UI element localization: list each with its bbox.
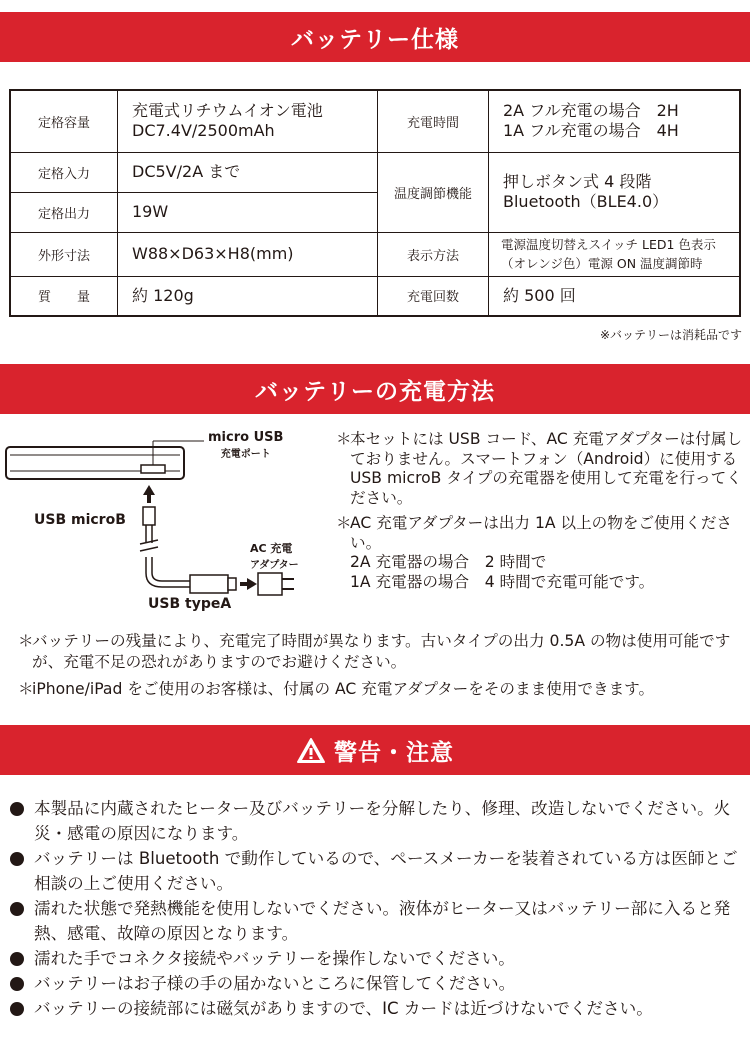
bullet-icon (10, 802, 24, 816)
arrow-up-icon (143, 485, 155, 503)
spec-label-weight: 質 量 (10, 276, 118, 316)
arrow-right-icon (240, 578, 257, 590)
warning-triangle-icon (296, 737, 326, 764)
spec-label-charge-time: 充電時間 (378, 90, 489, 152)
usb-cable (146, 525, 190, 587)
usb-typea-plug (190, 575, 228, 593)
warning-item: 本製品に内蔵されたヒーター及びバッテリーを分解したり、修理、改造しないでください。火災・感電の原因になります。 (10, 796, 748, 846)
charging-heading-banner (0, 364, 750, 414)
spec-value-temp: 押しボタン式 4 段階 Bluetooth（BLE4.0） (489, 152, 741, 232)
diagram-label-port: micro USB 充電ポート (208, 430, 284, 460)
warning-item: バッテリーの接続部には磁気がありますので、IC カードは近づけないでください。 (10, 996, 748, 1021)
warning-list (10, 796, 748, 1021)
warning-heading-banner (0, 725, 750, 775)
charging-heading: バッテリーの充電方法 (255, 378, 495, 405)
spec-heading-banner (0, 12, 750, 62)
spec-label-temp: 温度調節機能 (378, 152, 489, 232)
spec-label-cycles: 充電回数 (378, 276, 489, 316)
bullet-icon (10, 1002, 24, 1016)
charging-note: ＊ iPhone/iPad をご使用のお客様は、付属の AC 充電アダプターをそのまま使用できます。 (18, 680, 655, 698)
diagram-label-adapter: AC 充電 アダプター (250, 542, 299, 571)
charging-side-note: ＊ AC 充電アダプターは出力 1A 以上の物をご使用ください。 2A 充電器の場合 2 時間で 1A 充電器の場合 4 時間で充電可能です。 (336, 514, 733, 591)
spec-value-display: 電源温度切替えスイッチ LED1 色表示 （オレンジ色）電源 ON 温度調節時 (489, 232, 741, 276)
spec-label-display: 表示方法 (378, 232, 489, 276)
warning-heading: 警告・注意 (334, 739, 454, 766)
warning-item: バッテリーはお子様の手の届かないところに保管してください。 (10, 971, 748, 996)
ac-adapter (258, 573, 282, 595)
charging-notes (18, 631, 748, 706)
spec-value-cycles: 約 500 回 (489, 276, 741, 316)
charging-side-note: ＊ 本セットには USB コード、AC 充電アダプターは付属しておりません。スマートフォン（Android）に使用する USB microB タイプの充電器を使用して充電を行ってください。 (336, 430, 743, 507)
spec-value-size: W88×D63×H8(mm) (118, 232, 378, 276)
spec-label-input: 定格入力 (10, 152, 118, 192)
warning-item: 濡れた手でコネクタ接続やバッテリーを操作しないでください。 (10, 946, 748, 971)
charging-side-notes (336, 430, 748, 598)
usb-microb-plug (143, 507, 155, 525)
spec-value-charge-time: 2A フル充電の場合 2H 1A フル充電の場合 4H (489, 90, 741, 152)
spec-value-output: 19W (118, 192, 378, 232)
consumable-note: ※バッテリーは消耗品です (599, 328, 742, 342)
spec-value-input: DC5V/2A まで (118, 152, 378, 192)
spec-label-capacity: 定格容量 (10, 90, 118, 152)
diagram-label-microb: USB microB (34, 512, 126, 528)
bullet-icon (10, 902, 24, 916)
spec-label-size: 外形寸法 (10, 232, 118, 276)
charging-note: ＊ バッテリーの残量により、充電完了時間が異なります。古いタイプの出力 0.5A の物は使用可能ですが、充電不足の恐れがありますのでお避けください。 (18, 632, 731, 671)
spec-label-output: 定格出力 (10, 192, 118, 232)
bullet-icon (10, 852, 24, 866)
micro-usb-port (141, 465, 165, 473)
spec-value-weight: 約 120g (118, 276, 378, 316)
diagram-label-typea: USB typeA (148, 596, 232, 612)
bullet-icon (10, 977, 24, 991)
warning-item: 濡れた状態で発熱機能を使用しないでください。液体がヒーター又はバッテリー部に入ると発熱、感電、故障の原因となります。 (10, 896, 748, 946)
spec-value-capacity: 充電式リチウムイオン電池 DC7.4V/2500mAh (118, 90, 378, 152)
battery-body (6, 447, 184, 479)
spec-table (9, 89, 741, 317)
spec-heading: バッテリー仕様 (291, 26, 459, 53)
warning-item: バッテリーは Bluetooth で動作しているので、ペースメーカーを装着されている方は医師とご相談の上ご使用ください。 (10, 846, 748, 896)
bullet-icon (10, 952, 24, 966)
